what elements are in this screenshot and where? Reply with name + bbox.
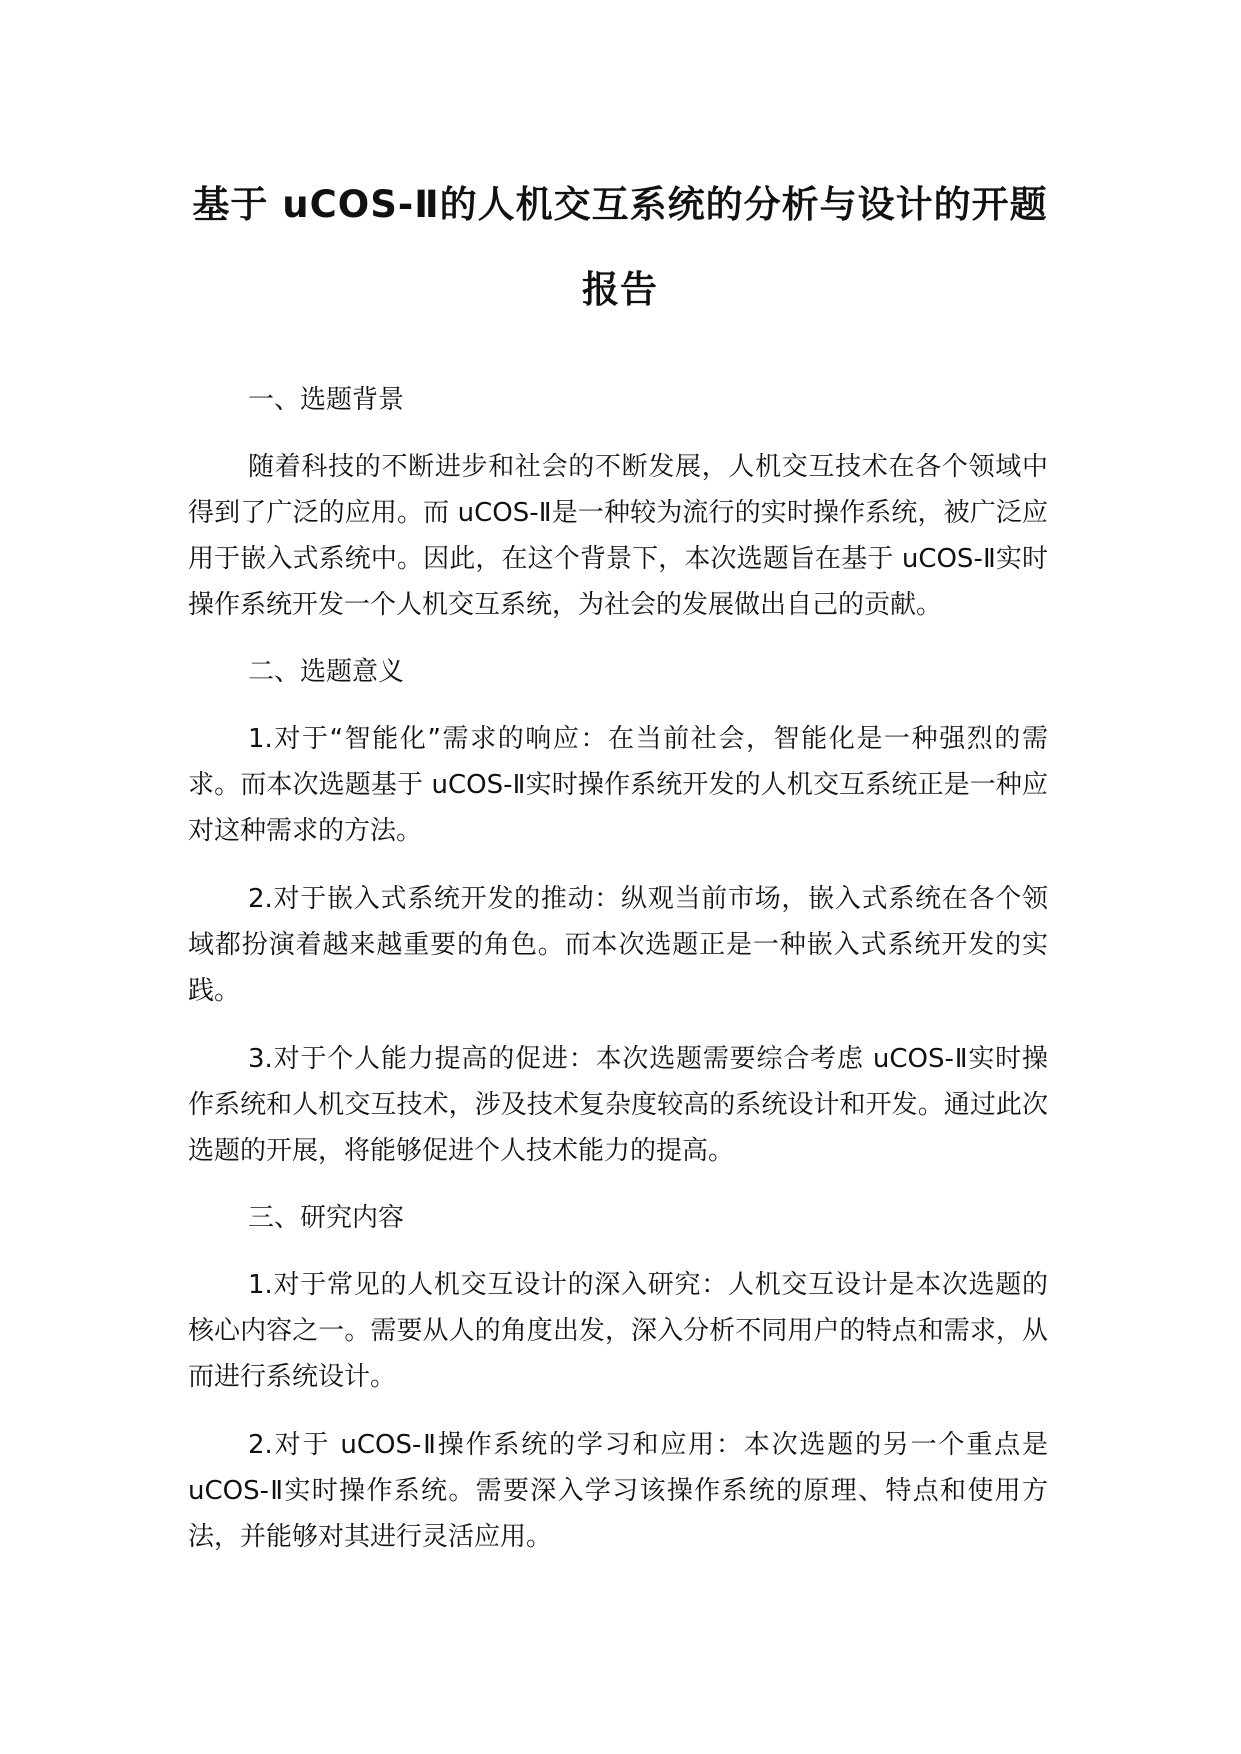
- section-significance: [188, 650, 1048, 1196]
- paragraph: 3.对于个人能力提高的促进：本次选题需要综合考虑 uCOS-Ⅱ实时操作系统和人机交互技术，涉及技术复杂度较高的系统设计和开发。通过此次选题的开展，将能够促进个人技术能力的提高。: [188, 1044, 1048, 1166]
- section-research-content: [188, 1196, 1048, 1560]
- paragraph: 1.对于常见的人机交互设计的深入研究：人机交互设计是本次选题的核心内容之一。需要从人的角度出发，深入分析不同用户的特点和需求，从而进行系统设计。: [188, 1270, 1048, 1392]
- section-heading: 二、选题意义: [248, 657, 405, 687]
- paragraph: 1.对于“智能化”需求的响应：在当前社会，智能化是一种强烈的需求。而本次选题基于 uCOS-Ⅱ实时操作系统开发的人机交互系统正是一种应对这种需求的方法。: [188, 724, 1048, 846]
- paragraph: 2.对于嵌入式系统开发的推动：纵观当前市场，嵌入式系统在各个领域都扮演着越来越重要的角色。而本次选题正是一种嵌入式系统开发的实践。: [188, 884, 1048, 1006]
- section-background: [188, 378, 1048, 650]
- section-heading: 三、研究内容: [248, 1203, 405, 1233]
- document-title-line-1: 基于 uCOS-Ⅱ的人机交互系统的分析与设计的开题: [192, 183, 1048, 226]
- document-body: [188, 378, 1048, 1560]
- paragraph: 随着科技的不断进步和社会的不断发展，人机交互技术在各个领域中得到了广泛的应用。而 uCOS-Ⅱ是一种较为流行的实时操作系统，被广泛应用于嵌入式系统中。因此，在这个背景下，本次选题旨在基于 uCOS-Ⅱ实时操作系统开发一个人机交互系统，为社会的发展做出自己的贡献。: [188, 452, 1048, 620]
- document-title-line-2: 报告: [582, 268, 658, 311]
- section-heading: 一、选题背景: [248, 385, 405, 415]
- paragraph: 2.对于 uCOS-Ⅱ操作系统的学习和应用：本次选题的另一个重点是 uCOS-Ⅱ实时操作系统。需要深入学习该操作系统的原理、特点和使用方法，并能够对其进行灵活应用。: [188, 1430, 1048, 1552]
